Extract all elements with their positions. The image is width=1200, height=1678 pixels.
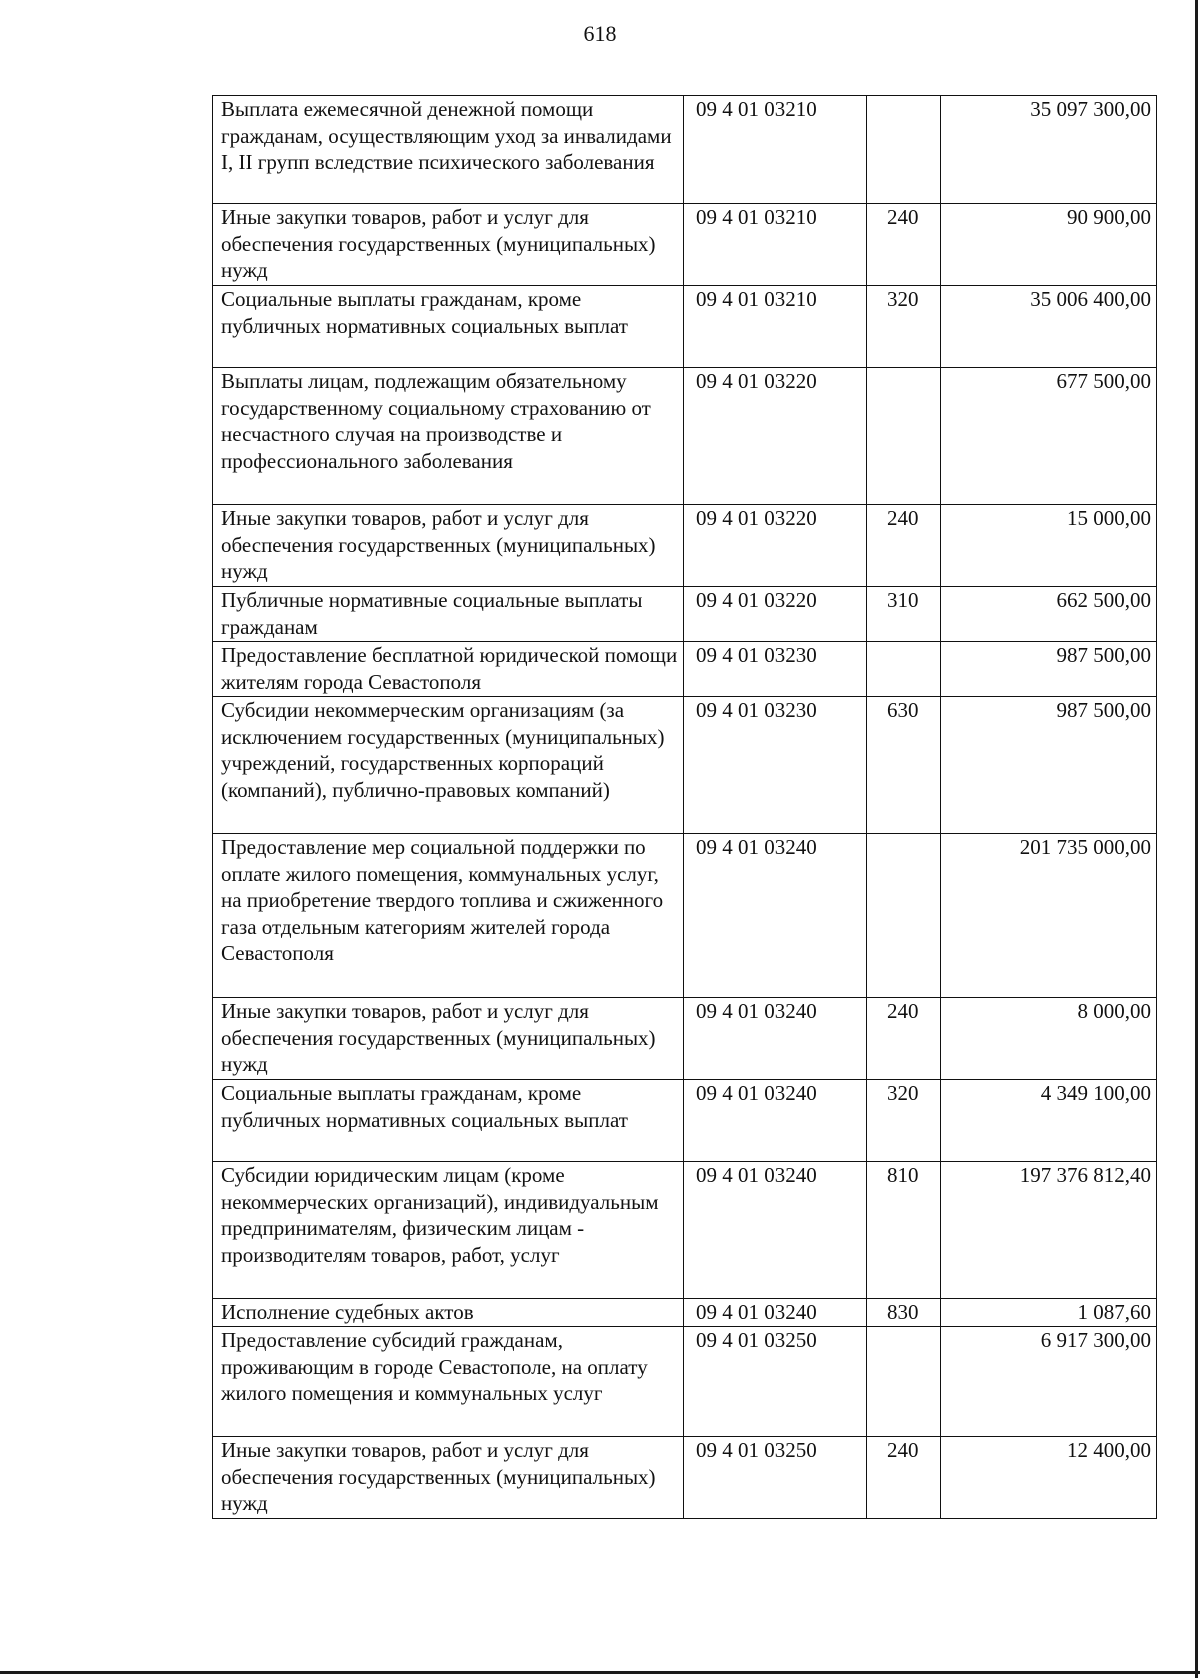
budget-table-body	[213, 96, 1157, 1519]
row-code-cell: 09 4 01 03210	[684, 96, 867, 204]
table-row	[213, 368, 1157, 505]
row-type-cell: 240	[867, 505, 941, 587]
table-row	[213, 1327, 1157, 1437]
scan-border-right	[1195, 0, 1198, 1678]
table-row	[213, 1437, 1157, 1519]
row-name-cell: Иные закупки товаров, работ и услуг для обеспечения государственных (муниципальных) нужд	[213, 1437, 684, 1519]
table-row	[213, 505, 1157, 587]
row-name-cell: Публичные нормативные социальные выплаты гражданам	[213, 587, 684, 642]
row-name-cell: Субсидии некоммерческим организациям (за исключением государственных (муниципальных) учреждений, государственных корпораций (компаний), публично-правовых компаний)	[213, 697, 684, 834]
row-code-cell: 09 4 01 03220	[684, 587, 867, 642]
table-row	[213, 204, 1157, 286]
page-number: 618	[583, 21, 617, 46]
row-amount-cell: 677 500,00	[941, 368, 1157, 505]
row-code-cell: 09 4 01 03220	[684, 368, 867, 505]
row-amount-cell: 6 917 300,00	[941, 1327, 1157, 1437]
row-amount-cell: 35 097 300,00	[941, 96, 1157, 204]
row-name-cell: Социальные выплаты гражданам, кроме публичных нормативных социальных выплат	[213, 1080, 684, 1162]
row-type-cell	[867, 96, 941, 204]
row-code-cell: 09 4 01 03210	[684, 286, 867, 368]
row-type-cell: 320	[867, 1080, 941, 1162]
row-code-cell: 09 4 01 03240	[684, 1299, 867, 1327]
row-name-cell: Выплата ежемесячной денежной помощи гражданам, осуществляющим уход за инвалидами I, II групп вследствие психического заболевания	[213, 96, 684, 204]
row-code-cell: 09 4 01 03220	[684, 505, 867, 587]
row-code-cell: 09 4 01 03240	[684, 998, 867, 1080]
row-amount-cell: 8 000,00	[941, 998, 1157, 1080]
row-type-cell: 240	[867, 1437, 941, 1519]
row-type-cell: 630	[867, 697, 941, 834]
row-amount-cell: 35 006 400,00	[941, 286, 1157, 368]
row-amount-cell: 201 735 000,00	[941, 834, 1157, 998]
row-name-cell: Иные закупки товаров, работ и услуг для обеспечения государственных (муниципальных) нужд	[213, 204, 684, 286]
row-code-cell: 09 4 01 03240	[684, 834, 867, 998]
row-amount-cell: 12 400,00	[941, 1437, 1157, 1519]
row-type-cell: 310	[867, 587, 941, 642]
row-code-cell: 09 4 01 03240	[684, 1162, 867, 1299]
row-name-cell: Субсидии юридическим лицам (кроме некоммерческих организаций), индивидуальным предпринимателям, физическим лицам - производителям товаров, работ, услуг	[213, 1162, 684, 1299]
row-code-cell: 09 4 01 03250	[684, 1327, 867, 1437]
row-amount-cell: 662 500,00	[941, 587, 1157, 642]
table-row	[213, 1162, 1157, 1299]
row-type-cell: 240	[867, 204, 941, 286]
row-type-cell	[867, 834, 941, 998]
row-amount-cell: 987 500,00	[941, 697, 1157, 834]
row-type-cell: 240	[867, 998, 941, 1080]
row-name-cell: Иные закупки товаров, работ и услуг для обеспечения государственных (муниципальных) нужд	[213, 998, 684, 1080]
row-name-cell: Социальные выплаты гражданам, кроме публичных нормативных социальных выплат	[213, 286, 684, 368]
table-row	[213, 286, 1157, 368]
row-name-cell: Выплаты лицам, подлежащим обязательному государственному социальному страхованию от несчастного случая на производстве и профессионального заболевания	[213, 368, 684, 505]
table-row	[213, 642, 1157, 697]
row-type-cell: 830	[867, 1299, 941, 1327]
row-name-cell: Иные закупки товаров, работ и услуг для обеспечения государственных (муниципальных) нужд	[213, 505, 684, 587]
table-row	[213, 1080, 1157, 1162]
table-row	[213, 1299, 1157, 1327]
row-code-cell: 09 4 01 03250	[684, 1437, 867, 1519]
row-name-cell: Исполнение судебных актов	[213, 1299, 684, 1327]
row-type-cell	[867, 368, 941, 505]
row-name-cell: Предоставление субсидий гражданам, проживающим в городе Севастополе, на оплату жилого помещения и коммунальных услуг	[213, 1327, 684, 1437]
row-name-cell: Предоставление бесплатной юридической помощи жителям города Севастополя	[213, 642, 684, 697]
row-code-cell: 09 4 01 03230	[684, 642, 867, 697]
table-row	[213, 587, 1157, 642]
row-type-cell	[867, 642, 941, 697]
row-amount-cell: 4 349 100,00	[941, 1080, 1157, 1162]
row-code-cell: 09 4 01 03210	[684, 204, 867, 286]
row-code-cell: 09 4 01 03240	[684, 1080, 867, 1162]
row-amount-cell: 987 500,00	[941, 642, 1157, 697]
row-amount-cell: 197 376 812,40	[941, 1162, 1157, 1299]
row-amount-cell: 90 900,00	[941, 204, 1157, 286]
table-row	[213, 834, 1157, 998]
budget-table	[212, 95, 1157, 1519]
row-type-cell	[867, 1327, 941, 1437]
row-type-cell: 320	[867, 286, 941, 368]
row-code-cell: 09 4 01 03230	[684, 697, 867, 834]
row-amount-cell: 15 000,00	[941, 505, 1157, 587]
scan-border-bottom	[0, 1671, 1200, 1674]
row-type-cell: 810	[867, 1162, 941, 1299]
table-row	[213, 998, 1157, 1080]
table-row	[213, 96, 1157, 204]
row-amount-cell: 1 087,60	[941, 1299, 1157, 1327]
row-name-cell: Предоставление мер социальной поддержки по оплате жилого помещения, коммунальных услуг, на приобретение твердого топлива и сжиженного газа отдельным категориям жителей города Севастополя	[213, 834, 684, 998]
table-row	[213, 697, 1157, 834]
